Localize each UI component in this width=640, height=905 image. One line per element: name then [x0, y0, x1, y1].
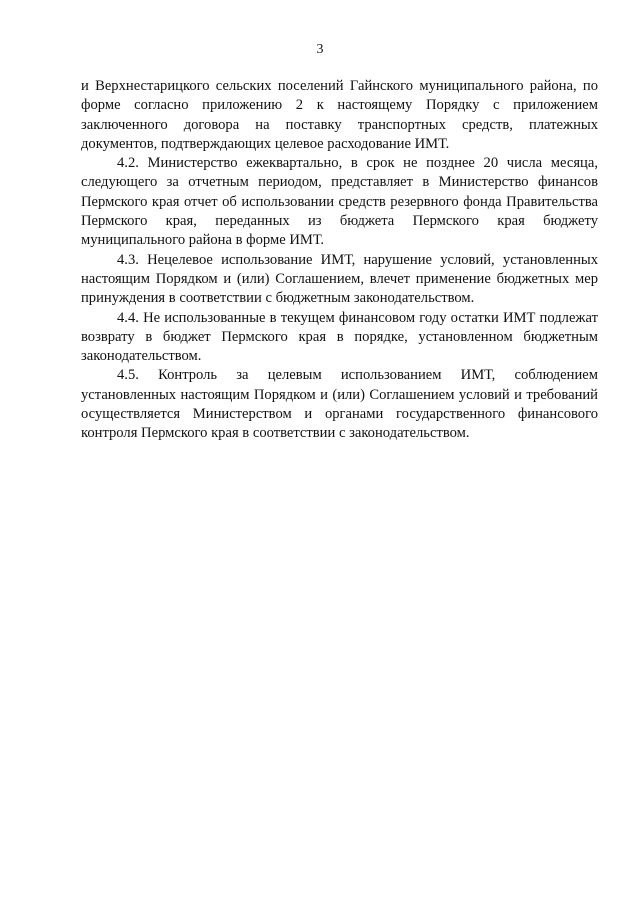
paragraph-4-2: 4.2. Министерство ежеквартально, в срок не позднее 20 числа месяца, следующего за отчетным периодом, представляет в Министерство финансов Пермского края отчет об использовании средств резервного фонда Правительства Пермского края, переданных из бюджета Пермского края бюджету муниципального района в форме ИМТ. [81, 155, 598, 249]
paragraph-4-3: 4.3. Нецелевое использование ИМТ, нарушение условий, установленных настоящим Порядком и (или) Соглашением, влечет применение бюджетных мер принуждения в соответствии с бюджетным законодательством. [81, 251, 598, 307]
paragraph-4-5: 4.5. Контроль за целевым использованием ИМТ, соблюдением установленных настоящим Порядком и (или) Соглашением условий и требований осуществляется Министерством и органами государственного финансового контроля Пермского края в соответствии с законодательством. [81, 367, 598, 442]
page-number: 3 [316, 42, 324, 57]
paragraph-4-4: 4.4. Не использованные в текущем финансовом году остатки ИМТ подлежат возврату в бюджет Пермского края в порядке, установленном бюджетным законодательством. [81, 309, 598, 365]
paragraph-continuation: и Верхнестарицкого сельских поселений Гайнского муниципального района, по форме согласно приложению 2 к настоящему Порядку с приложением заключенного договора на поставку транспортных средств, платежных документов, подтверждающих целевое расходование ИМТ. [81, 78, 598, 152]
document-body [81, 77, 598, 444]
